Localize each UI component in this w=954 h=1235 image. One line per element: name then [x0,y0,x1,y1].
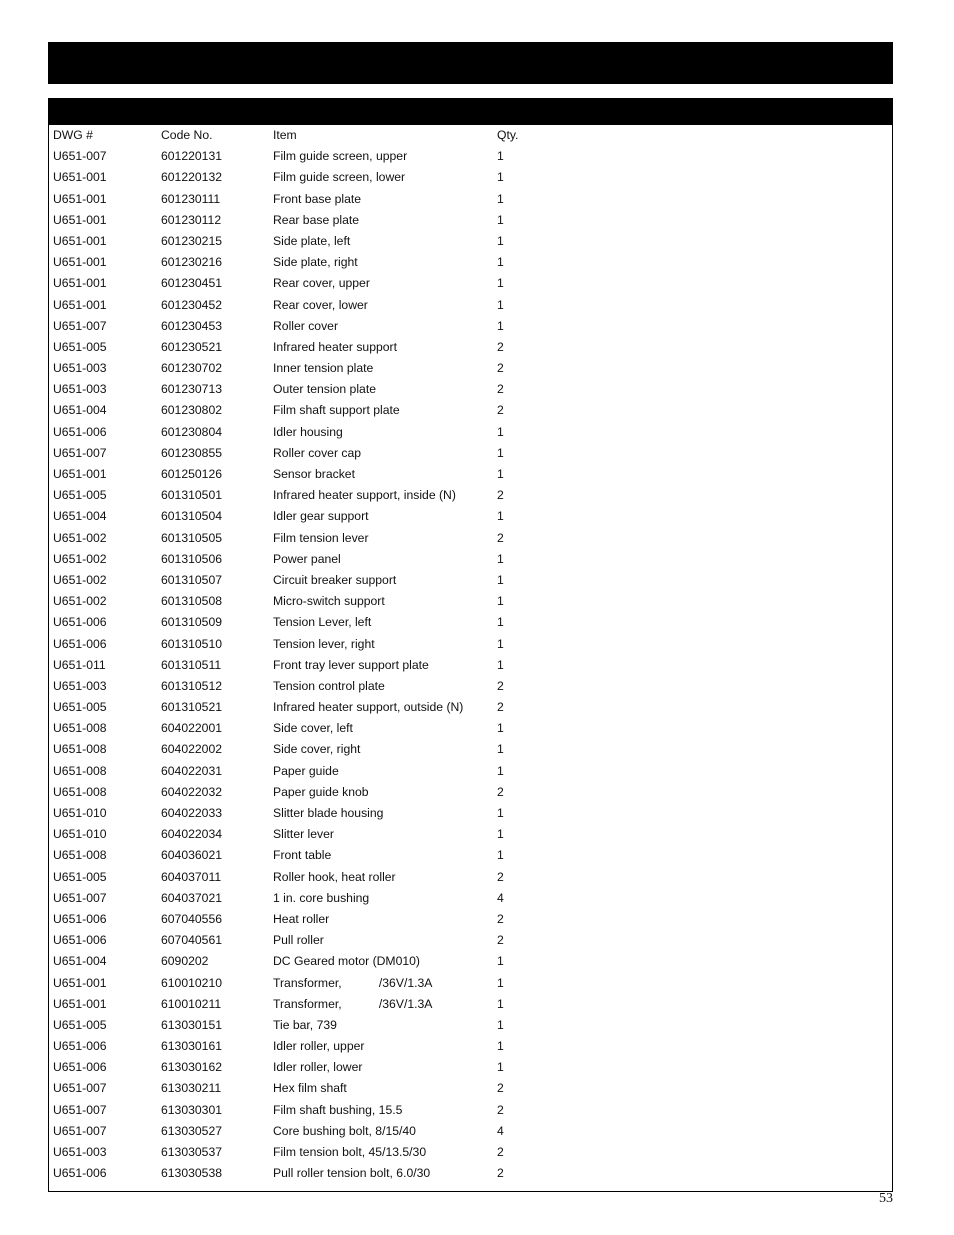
cell-dwg: U651-006 [53,636,107,651]
cell-item: Transformer, /36V/1.3A [273,996,433,1011]
cell-qty: 1 [497,848,504,863]
cell-item: Front base plate [273,191,362,206]
table-row [53,1142,873,1163]
cell-dwg: U651-008 [53,848,107,863]
cell-code: 604022001 [161,721,223,736]
cell-item: Idler roller, upper [273,1039,365,1054]
cell-qty: 1 [497,467,504,481]
cell-item: Film tension bolt, 45/13.5/30 [273,1145,427,1159]
cell-dwg: U651-004 [53,954,107,969]
cell-item: Micro-switch support [273,594,385,609]
cell-item: Side plate, left [273,233,351,248]
table-row [53,803,873,824]
cell-dwg: U651-008 [53,721,107,736]
table-row [53,655,873,676]
cell-dwg: U651-003 [53,678,107,693]
cell-qty: 1 [497,615,504,630]
cell-code: 601230804 [161,424,223,439]
table-row [53,358,873,379]
table-row [53,189,873,210]
cell-qty: 2 [497,488,504,503]
cell-item: Side cover, right [273,742,361,757]
cell-qty: 1 [497,996,504,1011]
cell-item: Tension lever, right [273,636,375,651]
cell-dwg: U651-008 [53,784,107,799]
cell-item: Paper guide [273,763,339,778]
cell-dwg: U651-001 [53,170,107,185]
cell-item: Side plate, right [273,255,358,270]
table-row [53,1015,873,1036]
cell-dwg: U651-002 [53,551,107,566]
cell-qty: 1 [497,509,504,524]
cell-code: 601230111 [161,191,221,206]
cell-item: Side cover, left [273,721,353,736]
cell-dwg: U651-002 [53,572,107,587]
cell-item: Sensor bracket [273,467,355,481]
cell-dwg: U651-006 [53,1060,107,1075]
cell-dwg: U651-007 [53,1102,107,1117]
cell-dwg: U651-001 [53,233,107,248]
cell-dwg: U651-006 [53,1039,107,1054]
table-row [53,591,873,612]
cell-qty: 1 [497,1060,504,1075]
cell-dwg: U651-007 [53,1081,107,1096]
cell-dwg: U651-001 [53,212,107,227]
cell-qty: 1 [497,636,504,651]
cell-item: Transformer, /36V/1.3A [273,975,433,990]
cell-code: 601310508 [161,594,223,609]
cell-item: Roller cover cap [273,445,362,460]
cell-dwg: U651-001 [53,297,107,312]
cell-code: 610010210 [161,975,223,990]
table-row [53,612,873,633]
cell-item: Roller cover [273,318,339,333]
cell-code: 604037021 [161,890,223,905]
cell-code: 604022034 [161,827,223,842]
cell-code: 601220131 [161,149,223,164]
cell-item: Tie bar, 739 [273,1017,337,1032]
cell-item: Idler housing [273,424,343,439]
table-row [53,337,873,358]
cell-item: Film shaft support plate [273,403,400,418]
cell-code: 601230702 [161,361,223,376]
cell-qty: 1 [497,572,504,587]
cell-qty: 1 [497,212,504,227]
table-row [53,549,873,570]
cell-code: 601250126 [161,467,223,481]
header-item: Item [273,128,297,142]
cell-item: Front tray lever support plate [273,657,429,672]
table-row [53,845,873,866]
cell-qty: 2 [497,530,504,545]
cell-code: 601230451 [161,276,223,291]
cell-dwg: U651-004 [53,509,107,524]
cell-qty: 1 [497,806,504,820]
table-row [53,295,873,316]
cell-qty: 1 [497,233,504,248]
table-row [53,676,873,697]
cell-item: Film guide screen, lower [273,170,406,185]
cell-item: Slitter blade housing [273,806,384,820]
cell-qty: 2 [497,382,504,397]
cell-qty: 1 [497,191,504,206]
cell-dwg: U651-001 [53,255,107,270]
cell-item: Power panel [273,551,341,566]
cell-item: Pull roller [273,933,324,948]
cell-code: 601230521 [161,339,223,354]
cell-qty: 2 [497,1145,504,1159]
cell-item: Slitter lever [273,827,334,842]
cell-code: 613030527 [161,1123,223,1138]
cell-item: Tension control plate [273,678,385,693]
cell-item: Circuit breaker support [273,572,397,587]
cell-code: 601310505 [161,530,223,545]
cell-dwg: U651-002 [53,530,107,545]
cell-qty: 1 [497,445,504,460]
table-row [53,379,873,400]
cell-qty: 2 [497,911,504,926]
cell-code: 601310506 [161,551,223,566]
header-code: Code No. [161,128,213,142]
cell-item: DC Geared motor (DM010) [273,954,420,969]
table-row [53,973,873,994]
cell-code: 613030162 [161,1060,223,1075]
cell-dwg: U651-001 [53,996,107,1011]
cell-item: Inner tension plate [273,361,374,376]
cell-dwg: U651-007 [53,149,107,164]
cell-qty: 2 [497,700,504,715]
cell-item: Idler gear support [273,509,369,524]
cell-code: 607040556 [161,911,223,926]
cell-qty: 2 [497,678,504,693]
cell-code: 601310507 [161,572,223,587]
cell-dwg: U651-005 [53,700,107,715]
cell-item: Front table [273,848,332,863]
cell-code: 604036021 [161,848,223,863]
table-row [53,1163,873,1184]
table-title-bar [48,98,893,125]
cell-code: 601230215 [161,233,223,248]
cell-qty: 1 [497,1039,504,1054]
cell-dwg: U651-007 [53,890,107,905]
table-row [53,231,873,252]
cell-code: 601310510 [161,636,223,651]
cell-item: Core bushing bolt, 8/15/40 [273,1123,416,1138]
table-row [53,761,873,782]
cell-dwg: U651-006 [53,911,107,926]
table-row [53,1100,873,1121]
cell-dwg: U651-010 [53,806,107,820]
table-row [53,506,873,527]
cell-dwg: U651-001 [53,975,107,990]
cell-code: 601230453 [161,318,223,333]
cell-qty: 1 [497,318,504,333]
cell-code: 613030301 [161,1102,223,1117]
cell-dwg: U651-001 [53,191,107,206]
table-row [53,888,873,909]
cell-item: Hex film shaft [273,1081,347,1096]
table-row [53,422,873,443]
cell-item: Film tension lever [273,530,369,545]
cell-dwg: U651-003 [53,1145,107,1159]
table-row [53,951,873,972]
cell-qty: 1 [497,424,504,439]
cell-dwg: U651-007 [53,1123,107,1138]
cell-qty: 1 [497,763,504,778]
cell-dwg: U651-003 [53,361,107,376]
cell-qty: 2 [497,784,504,799]
table-row [53,400,873,421]
cell-qty: 1 [497,297,504,312]
table-row [53,909,873,930]
cell-item: Infrared heater support, inside (N) [273,488,456,503]
cell-dwg: U651-005 [53,1017,107,1032]
table-row [53,782,873,803]
table-row [53,930,873,951]
cell-qty: 1 [497,149,504,164]
cell-item: Heat roller [273,911,330,926]
cell-qty: 2 [497,869,504,884]
table-row [53,273,873,294]
page-number: 53 [879,1191,893,1206]
parts-table [53,125,873,1184]
cell-code: 601310501 [161,488,223,503]
cell-item: Film guide screen, upper [273,149,408,164]
cell-qty: 1 [497,742,504,757]
table-row [53,1057,873,1078]
cell-qty: 1 [497,594,504,609]
cell-qty: 2 [497,933,504,948]
cell-item: Rear cover, upper [273,276,370,291]
cell-code: 601230713 [161,382,223,397]
cell-qty: 4 [497,1123,504,1138]
header-qty: Qty. [497,128,519,142]
table-row [53,252,873,273]
cell-item: Infrared heater support [273,339,397,354]
cell-qty: 2 [497,403,504,418]
cell-item: Paper guide knob [273,784,369,799]
cell-dwg: U651-008 [53,763,107,778]
cell-item: Film shaft bushing, 15.5 [273,1102,403,1117]
cell-code: 604022033 [161,806,223,820]
cell-code: 604022031 [161,763,223,778]
cell-dwg: U651-002 [53,594,107,609]
table-row [53,634,873,655]
cell-qty: 1 [497,255,504,270]
cell-dwg: U651-010 [53,827,107,842]
cell-code: 613030161 [161,1039,223,1054]
table-row [53,697,873,718]
cell-code: 601230802 [161,403,223,418]
table-row [53,867,873,888]
cell-dwg: U651-003 [53,382,107,397]
cell-qty: 1 [497,975,504,990]
table-row [53,528,873,549]
table-row [53,146,873,167]
cell-item: 1 in. core bushing [273,890,370,905]
cell-item: Infrared heater support, outside (N) [273,700,464,715]
cell-dwg: U651-001 [53,467,107,481]
cell-code: 613030151 [161,1017,223,1032]
section-title-bar [48,42,893,84]
table-row [53,485,873,506]
cell-item: Pull roller tension bolt, 6.0/30 [273,1166,431,1181]
cell-qty: 2 [497,1102,504,1117]
cell-code: 604022032 [161,784,223,799]
cell-dwg: U651-008 [53,742,107,757]
cell-qty: 1 [497,551,504,566]
cell-qty: 1 [497,1017,504,1032]
cell-dwg: U651-006 [53,1166,107,1181]
cell-code: 604037011 [161,869,222,884]
cell-code: 601230216 [161,255,223,270]
cell-item: Rear cover, lower [273,297,368,312]
table-row [53,167,873,188]
cell-code: 613030537 [161,1145,223,1159]
cell-qty: 2 [497,361,504,376]
cell-item: Roller hook, heat roller [273,869,396,884]
cell-dwg: U651-011 [53,657,106,672]
cell-item: Rear base plate [273,212,360,227]
table-row [53,443,873,464]
cell-qty: 1 [497,827,504,842]
table-body [53,146,873,1184]
cell-dwg: U651-005 [53,488,107,503]
cell-qty: 1 [497,657,504,672]
table-row [53,210,873,231]
cell-dwg: U651-001 [53,276,107,291]
table-row [53,570,873,591]
cell-qty: 1 [497,276,504,291]
cell-dwg: U651-007 [53,318,107,333]
cell-qty: 2 [497,1081,504,1096]
table-header-row [53,125,873,146]
cell-code: 601310521 [161,700,223,715]
table-row [53,464,873,485]
cell-code: 604022002 [161,742,223,757]
cell-code: 601230112 [161,212,222,227]
cell-dwg: U651-005 [53,869,107,884]
cell-code: 607040561 [161,933,223,948]
table-row [53,1121,873,1142]
cell-code: 610010211 [161,996,222,1011]
cell-qty: 1 [497,170,504,185]
cell-item: Idler roller, lower [273,1060,363,1075]
cell-item: Tension Lever, left [273,615,372,630]
cell-code: 601310509 [161,615,223,630]
cell-dwg: U651-005 [53,339,107,354]
table-row [53,316,873,337]
cell-dwg: U651-007 [53,445,107,460]
header-dwg: DWG # [53,128,93,142]
cell-qty: 1 [497,721,504,736]
cell-qty: 1 [497,954,504,969]
cell-dwg: U651-006 [53,615,107,630]
cell-code: 601310504 [161,509,223,524]
table-row [53,824,873,845]
cell-qty: 2 [497,1166,504,1181]
table-row [53,994,873,1015]
table-row [53,718,873,739]
cell-code: 613030538 [161,1166,223,1181]
cell-dwg: U651-006 [53,424,107,439]
cell-code: 601230855 [161,445,223,460]
cell-code: 601310512 [161,678,223,693]
cell-qty: 2 [497,339,504,354]
table-row [53,1036,873,1057]
cell-item: Outer tension plate [273,382,376,397]
cell-code: 601310511 [161,657,222,672]
cell-code: 6090202 [161,954,209,969]
cell-qty: 4 [497,890,504,905]
table-row [53,739,873,760]
cell-code: 601220132 [161,170,223,185]
cell-code: 613030211 [161,1081,222,1096]
cell-dwg: U651-004 [53,403,107,418]
table-row [53,1078,873,1099]
cell-dwg: U651-006 [53,933,107,948]
cell-code: 601230452 [161,297,223,312]
